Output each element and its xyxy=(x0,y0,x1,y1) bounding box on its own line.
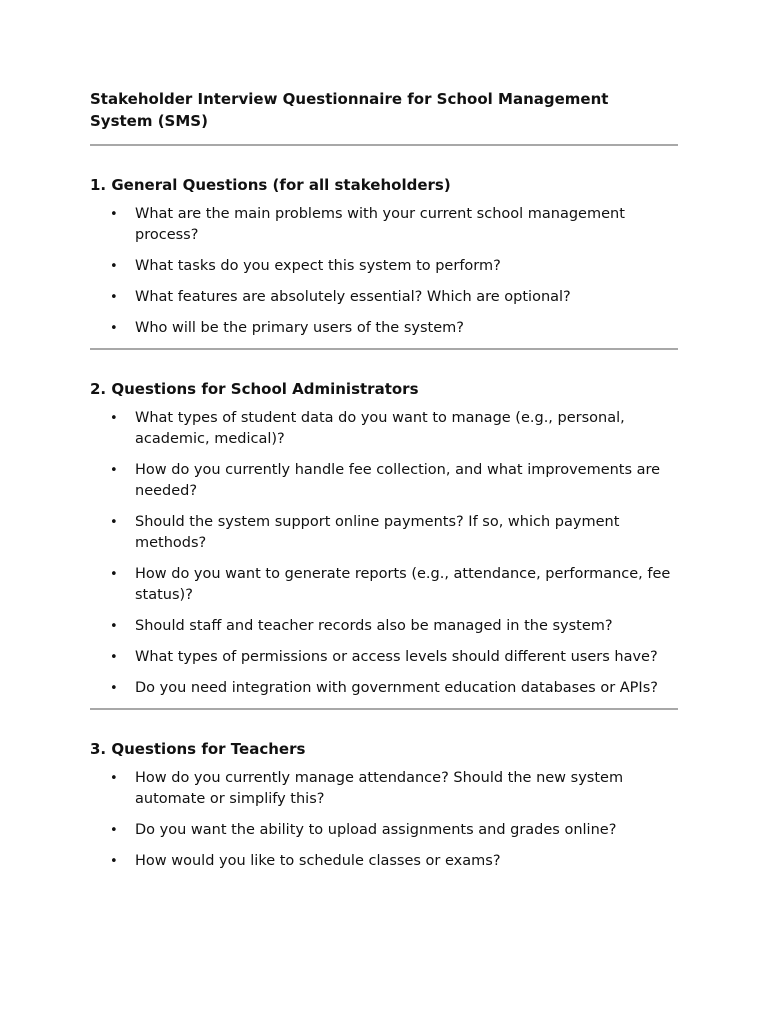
section-general-questions xyxy=(90,174,678,350)
bullet-icon: • xyxy=(110,259,118,274)
bullet-icon: • xyxy=(110,290,118,305)
question-text: Do you want the ability to upload assignments and grades online? xyxy=(135,822,617,838)
title-divider xyxy=(90,144,678,146)
question-item xyxy=(90,460,678,502)
question-item xyxy=(90,564,678,606)
question-item xyxy=(90,616,678,637)
question-text: What types of student data do you want to manage (e.g., personal, academic, medical)? xyxy=(135,410,625,447)
question-list xyxy=(90,768,678,872)
question-item xyxy=(90,318,678,339)
bullet-icon: • xyxy=(110,771,118,786)
question-text: Do you need integration with government education databases or APIs? xyxy=(135,680,658,696)
question-text: Who will be the primary users of the system? xyxy=(135,320,464,336)
section-heading: 2. Questions for School Administrators xyxy=(90,380,419,398)
question-text: What types of permissions or access levels should different users have? xyxy=(135,649,658,665)
bullet-icon: • xyxy=(110,854,118,869)
question-text: What tasks do you expect this system to perform? xyxy=(135,258,501,274)
question-text: How would you like to schedule classes or exams? xyxy=(135,853,501,869)
bullet-icon: • xyxy=(110,463,118,478)
section-teacher-questions xyxy=(90,738,678,872)
question-text: What are the main problems with your current school management process? xyxy=(135,206,625,243)
section-administrator-questions xyxy=(90,378,678,710)
question-item xyxy=(90,768,678,810)
question-item xyxy=(90,204,678,246)
bullet-icon: • xyxy=(110,207,118,222)
question-item xyxy=(90,287,678,308)
bullet-icon: • xyxy=(110,411,118,426)
bullet-icon: • xyxy=(110,515,118,530)
bullet-icon: • xyxy=(110,823,118,838)
section-heading: 1. General Questions (for all stakeholders) xyxy=(90,176,451,194)
bullet-icon: • xyxy=(110,321,118,336)
question-text: How do you currently handle fee collection, and what improvements are needed? xyxy=(135,462,661,499)
question-text: How do you want to generate reports (e.g., attendance, performance, fee status)? xyxy=(135,566,671,603)
question-text: Should the system support online payments? If so, which payment methods? xyxy=(135,514,620,551)
section-divider xyxy=(90,708,678,710)
bullet-icon: • xyxy=(110,619,118,634)
bullet-icon: • xyxy=(110,567,118,582)
question-list xyxy=(90,408,678,699)
question-item xyxy=(90,512,678,554)
section-divider xyxy=(90,348,678,350)
section-heading: 3. Questions for Teachers xyxy=(90,740,306,758)
question-item xyxy=(90,408,678,450)
question-list xyxy=(90,204,678,339)
document-page xyxy=(90,88,678,882)
question-text: Should staff and teacher records also be managed in the system? xyxy=(135,618,613,634)
question-item xyxy=(90,256,678,277)
question-item xyxy=(90,647,678,668)
bullet-icon: • xyxy=(110,650,118,665)
question-text: What features are absolutely essential? Which are optional? xyxy=(135,289,571,305)
document-title: Stakeholder Interview Questionnaire for School Management System (SMS) xyxy=(90,90,609,130)
question-item xyxy=(90,851,678,872)
bullet-icon: • xyxy=(110,681,118,696)
question-item xyxy=(90,678,678,699)
question-item xyxy=(90,820,678,841)
question-text: How do you currently manage attendance? Should the new system automate or simplify this? xyxy=(135,770,624,807)
